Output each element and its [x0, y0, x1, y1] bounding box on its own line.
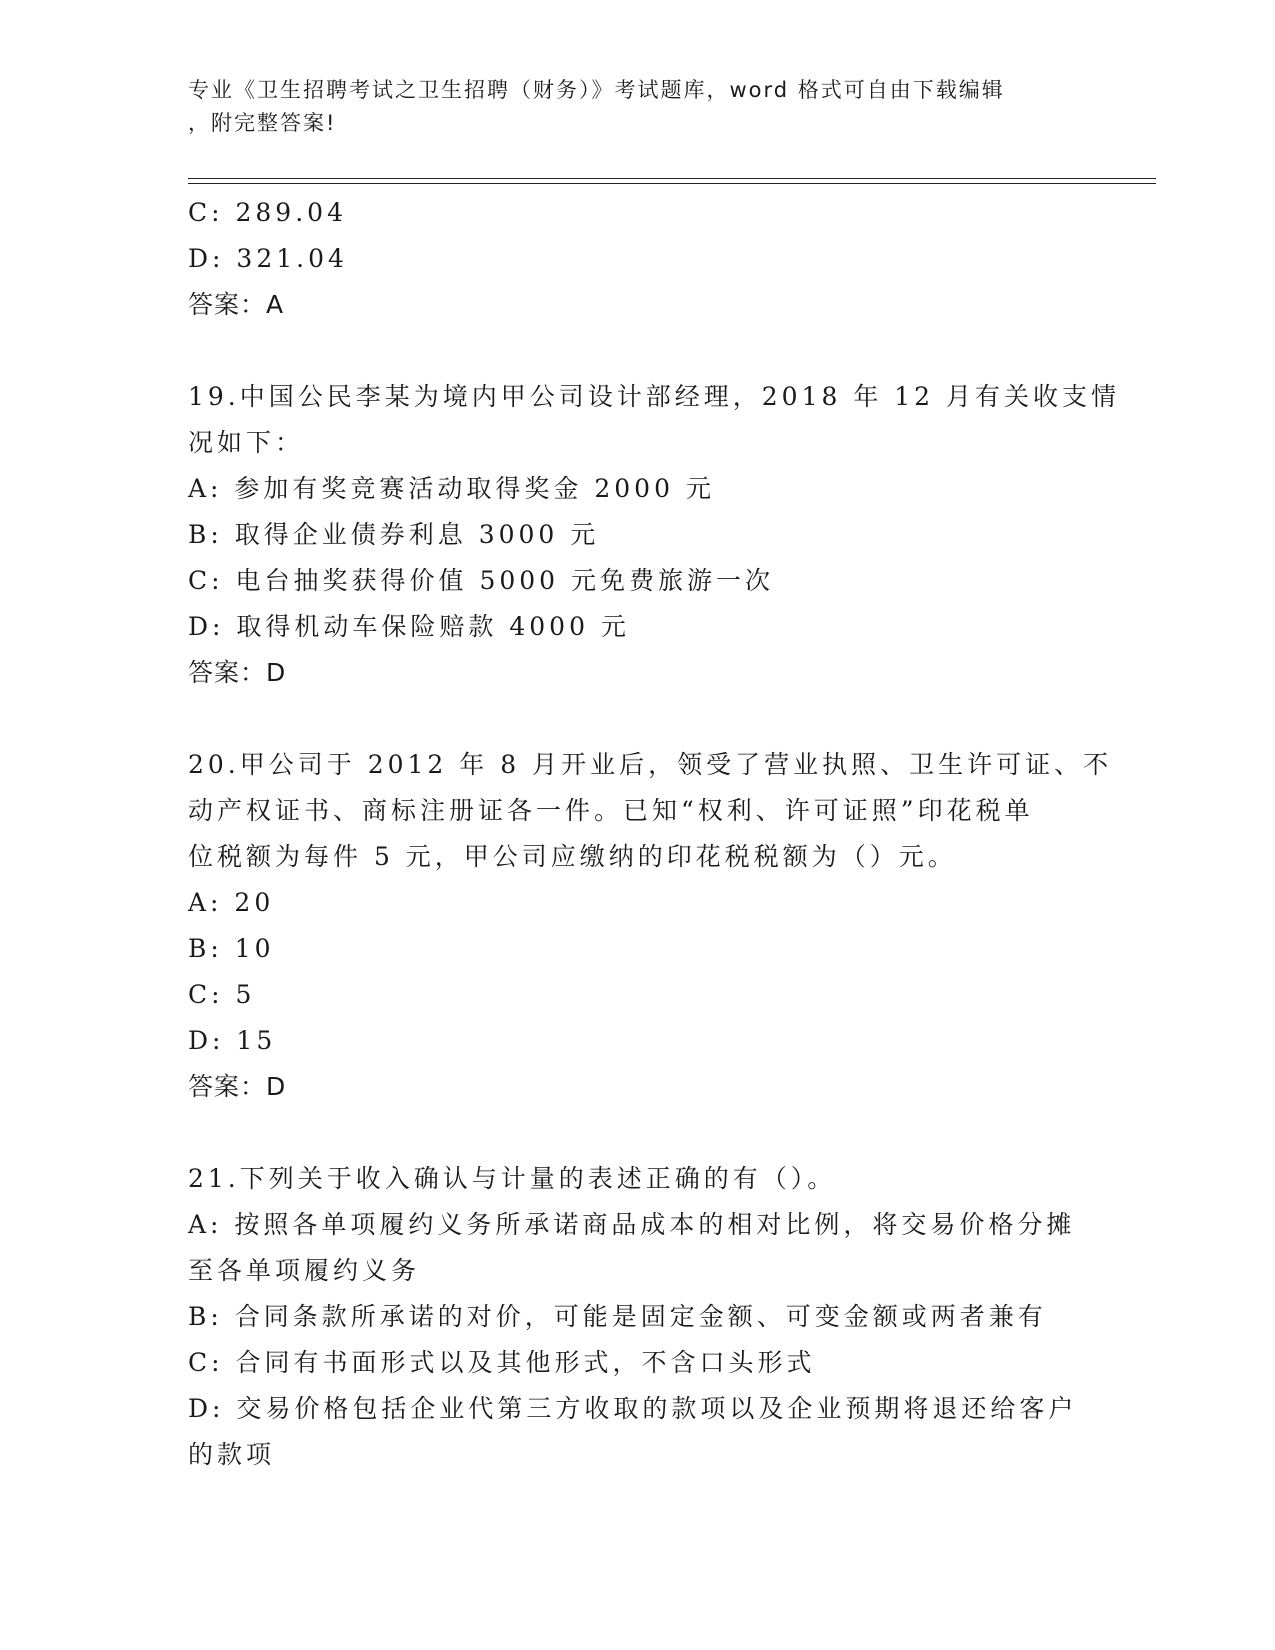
header-line-2: ，附完整答案! — [188, 111, 337, 135]
question-20 — [188, 742, 1113, 1110]
option-text: D: 交易价格包括企业代第三方收取的款项以及企业预期将退还给客户 — [188, 1394, 1078, 1423]
question-text-line: 21.下列关于收入确认与计量的表述正确的有（）。 — [188, 1164, 837, 1193]
option-d — [188, 1018, 1088, 1064]
question-text-line: 动产权证书、商标注册证各一件。已知“权利、许可证照”印花税单 — [188, 796, 1034, 825]
question-text-line: 位税额为每件 5 元，甲公司应缴纳的印花税税额为（）元。 — [188, 842, 957, 871]
header-divider-top — [188, 178, 1156, 179]
question-text — [188, 374, 1121, 466]
option-text: 至各单项履约义务 — [188, 1256, 421, 1285]
question-18-tail — [188, 190, 1088, 328]
option-d — [188, 1386, 1088, 1478]
question-21 — [188, 1156, 1088, 1478]
option-text: C: 合同有书面形式以及其他形式，不含口头形式 — [188, 1348, 816, 1377]
option-text: A: 按照各单项履约义务所承诺商品成本的相对比例，将交易价格分摊 — [188, 1210, 1076, 1239]
option-text: B: 取得企业债券利息 3000 元 — [188, 520, 600, 549]
option-text: C: 电台抽奖获得价值 5000 元免费旅游一次 — [188, 566, 775, 595]
option-d — [188, 604, 1088, 650]
question-text-line: 况如下： — [188, 428, 305, 457]
option-c — [188, 972, 1088, 1018]
question-text — [188, 742, 1113, 880]
option-b — [188, 1294, 1088, 1340]
question-text-line: 19.中国公民李某为境内甲公司设计部经理，2018 年 12 月有关收支情 — [188, 382, 1121, 411]
header-divider-bottom — [188, 183, 1156, 184]
option-a — [188, 880, 1088, 926]
option-c — [188, 1340, 1088, 1386]
option-text: D: 取得机动车保险赔款 4000 元 — [188, 612, 630, 641]
option-b — [188, 926, 1088, 972]
answer-line: 答案：D — [188, 658, 287, 687]
header-line-1: 专业《卫生招聘考试之卫生招聘（财务）》考试题库，word 格式可自由下载编辑 — [188, 78, 1005, 102]
option-text: A: 20 — [188, 888, 275, 917]
answer-line: 答案：D — [188, 1072, 287, 1101]
question-text — [188, 1156, 1088, 1202]
option-a — [188, 1202, 1088, 1294]
option-c: C: 289.04 — [188, 198, 347, 227]
option-c — [188, 558, 1088, 604]
option-text: B: 10 — [188, 934, 275, 963]
question-content — [188, 190, 1121, 1478]
document-header — [188, 74, 1088, 140]
option-text: D: 15 — [188, 1026, 277, 1055]
option-text: 的款项 — [188, 1440, 276, 1469]
question-19 — [188, 374, 1121, 696]
question-text-line: 20.甲公司于 2012 年 8 月开业后，领受了营业执照、卫生许可证、不 — [188, 750, 1113, 779]
option-d: D: 321.04 — [188, 244, 348, 273]
option-text: C: 5 — [188, 980, 256, 1009]
option-text: A: 参加有奖竞赛活动取得奖金 2000 元 — [188, 474, 715, 503]
option-a — [188, 466, 1088, 512]
answer-line: 答案：A — [188, 290, 285, 319]
option-b — [188, 512, 1088, 558]
option-text: B: 合同条款所承诺的对价，可能是固定金额、可变金额或两者兼有 — [188, 1302, 1047, 1331]
